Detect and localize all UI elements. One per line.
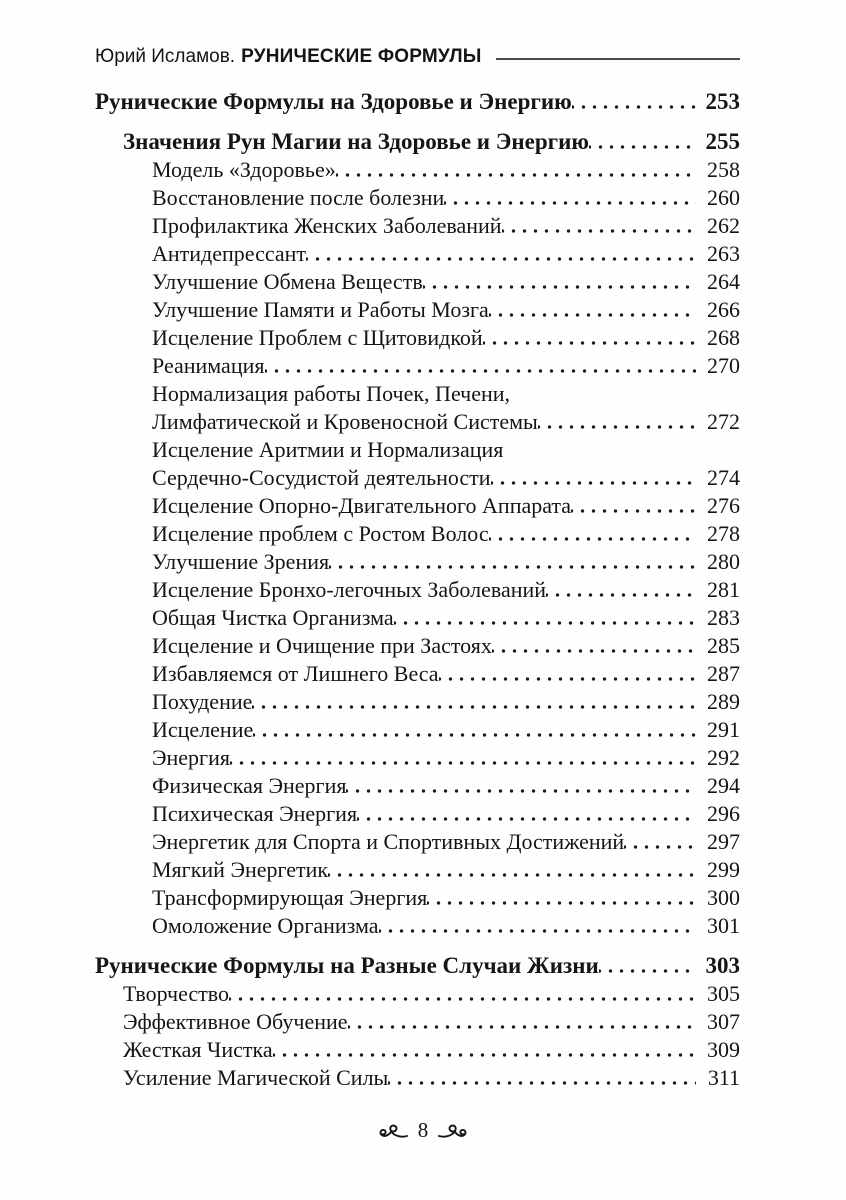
toc-entry-page: 260 [707,185,740,210]
toc-entry-title: Реанимация [152,353,265,378]
toc-entry-line [152,464,740,492]
toc-entry-page: 311 [707,1065,740,1090]
toc-entry-title: Улучшение Обмена Веществ [152,269,423,294]
page-footer [0,1118,846,1143]
toc-entry-page: 297 [707,829,740,854]
toc-entry-line [152,492,740,520]
toc-entry-title: Восстановление после болезни [152,185,445,210]
toc-entry-title: Похудение [152,689,253,714]
toc-entry-title: Исцеление Аритмии и Нормализация [152,437,504,462]
toc-entry-title: Исцеление Проблем с Щитовидкой [152,325,483,350]
dot-leader [423,268,696,296]
toc-entry-page: 294 [707,773,740,798]
running-head [95,46,740,68]
toc-entry [152,660,740,688]
toc-entry [152,884,740,912]
dot-leader [357,800,696,828]
toc-entry-page: 276 [707,493,740,518]
toc-entry [152,800,740,828]
toc-entry-page: 296 [707,801,740,826]
toc-entry-line [152,772,740,800]
toc-entry-page: 287 [707,661,740,686]
running-head-book-title: РУНИЧЕСКИЕ ФОРМУЛЫ [241,46,482,67]
dot-leader [571,492,696,520]
dot-leader [492,632,696,660]
dot-leader [624,828,696,856]
toc-entry-line [152,324,740,352]
toc-entry [152,828,740,856]
toc-entry-title: Эффективное Обучение [123,1009,348,1034]
toc-entry-title: Психическая Энергия [152,801,358,826]
toc-entry-title: Сердечно-Сосудистой деятельности [152,465,491,490]
toc-entry [152,240,740,268]
toc-entry-line [152,856,740,884]
toc-entry [123,128,740,156]
toc-entry-page: 283 [707,605,740,630]
dot-leader [502,212,696,240]
toc-entry-title: Рунические Формулы на Разные Случаи Жизни [95,953,599,978]
toc-entry-title: Энергия [152,745,230,770]
dot-leader [589,128,696,156]
toc-entry [152,324,740,352]
toc-entry-line [152,296,740,324]
toc-entry-page: 272 [707,409,740,434]
toc-entry-line [152,380,740,408]
toc-entry [152,632,740,660]
toc-entry-title: Нормализация работы Почек, Печени, [152,381,511,406]
toc-entry-title: Улучшение Зрения [152,549,330,574]
toc-entry-page: 303 [705,953,740,978]
toc-entry-page: 264 [707,269,740,294]
toc-entry-line [123,980,740,1008]
dot-leader [489,520,696,548]
toc-entry-line [152,268,740,296]
toc-entry-page: 253 [705,89,740,114]
toc-entry [152,772,740,800]
toc-entry-title: Рунические Формулы на Здоровье и Энергию [95,89,572,114]
dot-leader [329,548,696,576]
toc-entry [152,436,740,492]
toc-entry-page: 289 [707,689,740,714]
toc-entry-title: Улучшение Памяти и Работы Мозга [152,297,489,322]
toc-entry-line [152,800,740,828]
toc-entry-page: 274 [707,465,740,490]
toc-entry-line [152,212,740,240]
toc-entry-page: 292 [707,745,740,770]
toc-entry-title: Усиление Магической Силы [123,1065,389,1090]
dot-leader [229,980,696,1008]
toc-entry-line [152,884,740,912]
table-of-contents [95,88,740,1092]
toc-entry-title: Мягкий Энергетик [152,857,329,882]
toc-entry-title: Исцеление [152,717,254,742]
toc-entry [152,604,740,632]
toc-entry-line [152,352,740,380]
toc-entry-page: 255 [705,129,740,154]
dot-leader [306,240,696,268]
dot-leader [230,744,696,772]
dot-leader [483,324,696,352]
toc-entry-line [152,632,740,660]
toc-entry-page: 299 [707,857,740,882]
toc-entry [123,1008,740,1036]
dot-leader [599,952,696,980]
toc-entry [152,520,740,548]
toc-entry-line [152,604,740,632]
toc-entry-line [152,184,740,212]
toc-entry [123,980,740,1008]
dot-leader [388,1064,696,1092]
toc-entry-title: Исцеление и Очищение при Застоях [152,633,492,658]
toc-entry [123,1064,740,1092]
running-head-author: Юрий Исламов. [95,46,236,67]
toc-entry-page: 278 [707,521,740,546]
toc-entry [123,1036,740,1064]
toc-entry [152,856,740,884]
toc-entry-page: 281 [707,577,740,602]
toc-entry-line [152,156,740,184]
dot-leader [273,1036,696,1064]
dot-leader [394,604,696,632]
toc-entry-line [123,1064,740,1092]
toc-entry-title: Творчество [123,981,230,1006]
toc-entry [152,352,740,380]
dot-leader [346,772,696,800]
toc-entry-title: Модель «Здоровье» [152,157,336,182]
toc-entry [152,688,740,716]
toc-entry [152,268,740,296]
toc-entry-line [95,952,740,980]
toc-entry-title: Профилактика Женских Заболеваний [152,213,502,238]
toc-entry-line [152,520,740,548]
toc-entry [152,184,740,212]
dot-leader [489,296,696,324]
dot-leader [572,88,696,116]
toc-entry-line [152,548,740,576]
toc-entry-title: Исцеление проблем с Ростом Волос [152,521,489,546]
toc-entry-line [152,408,740,436]
toc-entry-page: 262 [707,213,740,238]
running-head-rule [496,58,740,60]
toc-entry-page: 270 [707,353,740,378]
dot-leader [538,408,696,436]
toc-entry-line [152,828,740,856]
toc-entry [152,156,740,184]
toc-entry [152,212,740,240]
toc-entry-title: Общая Чистка Организма [152,605,394,630]
toc-entry-title: Трансформирующая Энергия [152,885,428,910]
toc-entry-page: 258 [707,157,740,182]
toc-entry [152,296,740,324]
toc-entry [152,576,740,604]
dot-leader [348,1008,696,1036]
toc-entry-title: Омоложение Организма [152,913,379,938]
toc-entry-page: 285 [707,633,740,658]
toc-entry-line [152,660,740,688]
fleuron-left-icon [379,1123,409,1139]
toc-entry-page: 266 [707,297,740,322]
dot-leader [427,884,696,912]
toc-entry-page: 300 [707,885,740,910]
toc-entry-line [152,716,740,744]
toc-entry-page: 301 [707,913,740,938]
toc-entry-line [152,688,740,716]
toc-entry [152,912,740,940]
toc-entry-title: Избавляемся от Лишнего Веса [152,661,439,686]
toc-entry-title: Антидепрессант [152,241,307,266]
toc-entry [152,380,740,436]
toc-entry-page: 291 [707,717,740,742]
toc-entry-line [123,1008,740,1036]
dot-leader [439,660,696,688]
toc-entry-title: Значения Рун Магии на Здоровье и Энергию [123,129,589,154]
toc-entry-page: 309 [707,1037,740,1062]
toc-entry-page: 305 [707,981,740,1006]
dot-leader [444,184,696,212]
toc-entry-page: 307 [707,1009,740,1034]
toc-entry [152,492,740,520]
toc-entry [152,548,740,576]
dot-leader [265,352,697,380]
dot-leader [252,688,696,716]
toc-entry [152,744,740,772]
fleuron-right-icon [437,1123,467,1139]
dot-leader [328,856,696,884]
toc-entry-line [152,744,740,772]
toc-entry [95,88,740,116]
toc-entry-line [152,240,740,268]
toc-entry [95,952,740,980]
dot-leader [253,716,696,744]
toc-entry [152,716,740,744]
toc-entry-title: Физическая Энергия [152,773,347,798]
toc-entry-page: 280 [707,549,740,574]
toc-entry-line [152,576,740,604]
toc-entry-title: Исцеление Бронхо-легочных Заболеваний [152,577,547,602]
toc-entry-title: Лимфатической и Кровеносной Системы [152,409,538,434]
toc-entry-line [152,912,740,940]
toc-entry-title: Жесткая Чистка [123,1037,273,1062]
toc-entry-line [123,128,740,156]
toc-entry-line [95,88,740,116]
folio-page-number: 8 [417,1118,429,1142]
dot-leader [379,912,696,940]
toc-entry-line [152,436,740,464]
toc-entry-line [123,1036,740,1064]
dot-leader [336,156,696,184]
dot-leader [546,576,696,604]
dot-leader [491,464,696,492]
toc-entry-page: 263 [707,241,740,266]
toc-entry-page: 268 [707,325,740,350]
toc-entry-title: Исцеление Опорно-Двигательного Аппарата [152,493,572,518]
toc-entry-title: Энергетик для Спорта и Спортивных Достижений [152,829,625,854]
